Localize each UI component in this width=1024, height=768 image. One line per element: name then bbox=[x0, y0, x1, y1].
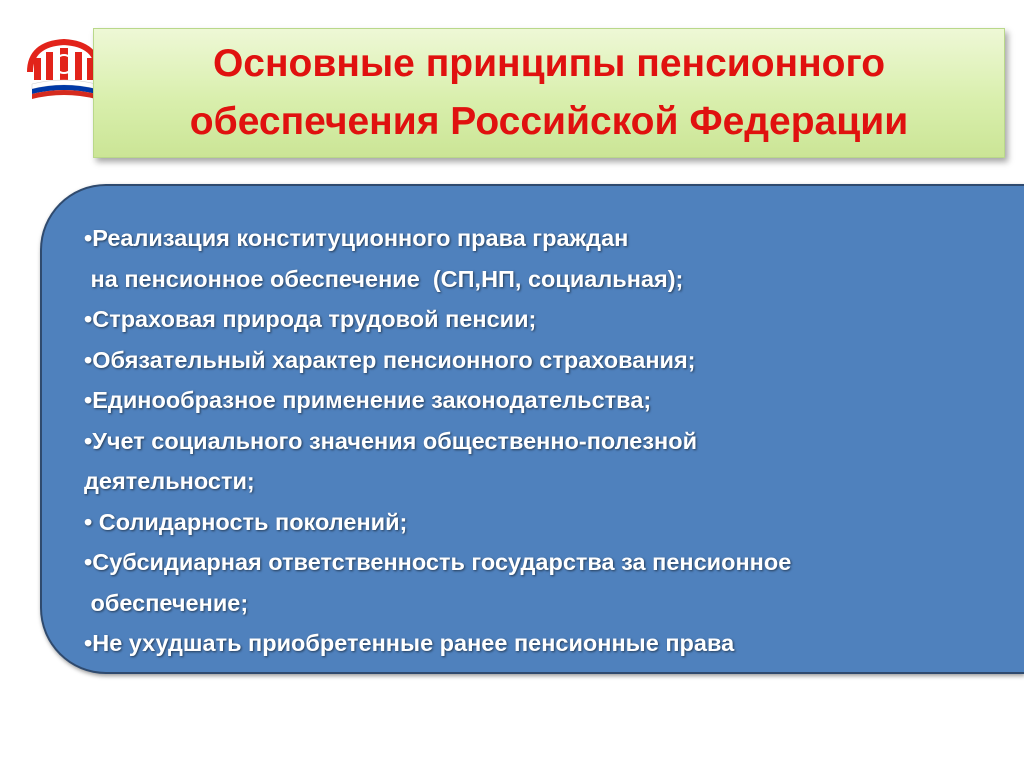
list-item: •Обязательный характер пенсионного страхования; bbox=[84, 346, 696, 373]
list-item: на пенсионное обеспечение (СП,НП, социальная); bbox=[84, 265, 684, 292]
list-item: •Не ухудшать приобретенные ранее пенсионные права bbox=[84, 630, 735, 656]
slide-title-line-2: обеспечения Российской Федерации bbox=[189, 100, 909, 143]
list-item: деятельности; bbox=[84, 468, 255, 494]
list-item: •Единообразное применение законодательства; bbox=[84, 387, 652, 413]
title-banner bbox=[93, 28, 1005, 158]
list-item: •Страховая природа трудовой пенсии; bbox=[84, 306, 537, 332]
list-item: •Субсидиарная ответственность государства за пенсионное bbox=[84, 549, 792, 575]
list-item: •Реализация конституционного права граждан bbox=[84, 225, 629, 251]
principles-panel bbox=[40, 184, 1024, 674]
principles-list bbox=[84, 218, 1004, 664]
list-item: • Солидарность поколений; bbox=[84, 508, 408, 535]
list-item: обеспечение; bbox=[84, 589, 249, 616]
slide-title bbox=[190, 35, 908, 151]
list-item: •Учет социального значения общественно-полезной bbox=[84, 427, 698, 454]
pension-fund-emblem-icon bbox=[24, 34, 104, 102]
slide-title-line-1: Основные принципы пенсионного bbox=[212, 42, 886, 85]
